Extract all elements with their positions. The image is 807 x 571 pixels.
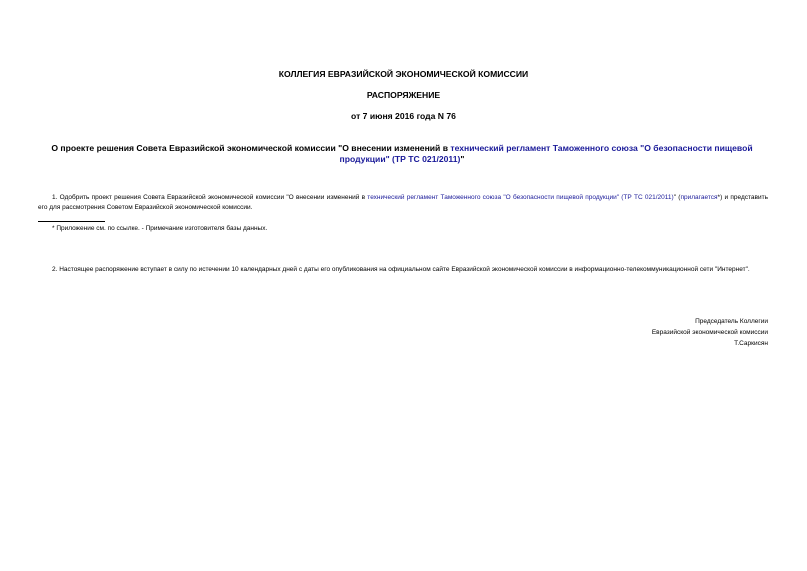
paragraph-1-regulation-link[interactable]: технический регламент Таможенного союза "О безопасности пищевой продукции" (ТР ТС 021/2011)	[367, 194, 674, 201]
annex-link[interactable]: прилагается	[680, 194, 718, 201]
signature-position: Председатель Коллегии	[695, 318, 768, 325]
paragraph-1-text-before: 1. Одобрить проект решения Совета Евразийской экономической комиссии "О внесении изменений в	[52, 194, 368, 201]
document-title	[38, 143, 766, 165]
paragraph-1-text-mid: " (	[673, 194, 681, 201]
title-regulation-link[interactable]: технический регламент Таможенного союза "О безопасности пищевой продукции" (ТР ТС 021/2011)	[339, 143, 753, 164]
org-heading: КОЛЛЕГИЯ ЕВРАЗИЙСКОЙ ЭКОНОМИЧЕСКОЙ КОМИССИИ	[278, 69, 529, 79]
footnote: * Приложение см. по ссылке. - Примечание изготовителя базы данных.	[52, 225, 268, 232]
doc-type-heading: РАСПОРЯЖЕНИЕ	[366, 90, 441, 100]
paragraph-2: 2. Настоящее распоряжение вступает в силу по истечении 10 календарных дней с даты его опубликования на официальном сайте Евразийской экономической комиссии в информационно-телекоммуникационной сети "Интернет".	[52, 266, 750, 273]
paragraph-1-text-after: *) и представить его для рассмотрения Советом Евразийской экономической комиссии.	[38, 194, 768, 211]
paragraph-1	[38, 193, 768, 213]
signature-organization: Евразийской экономической комиссии	[651, 329, 768, 336]
footnote-divider	[38, 221, 105, 222]
title-text-after: "	[460, 154, 465, 164]
title-text-before: О проекте решения Совета Евразийской экономической комиссии "О внесении изменений в	[51, 143, 451, 153]
signature-name: Т.Саркисян	[734, 340, 768, 347]
date-number-heading: от 7 июня 2016 года N 76	[351, 111, 456, 121]
